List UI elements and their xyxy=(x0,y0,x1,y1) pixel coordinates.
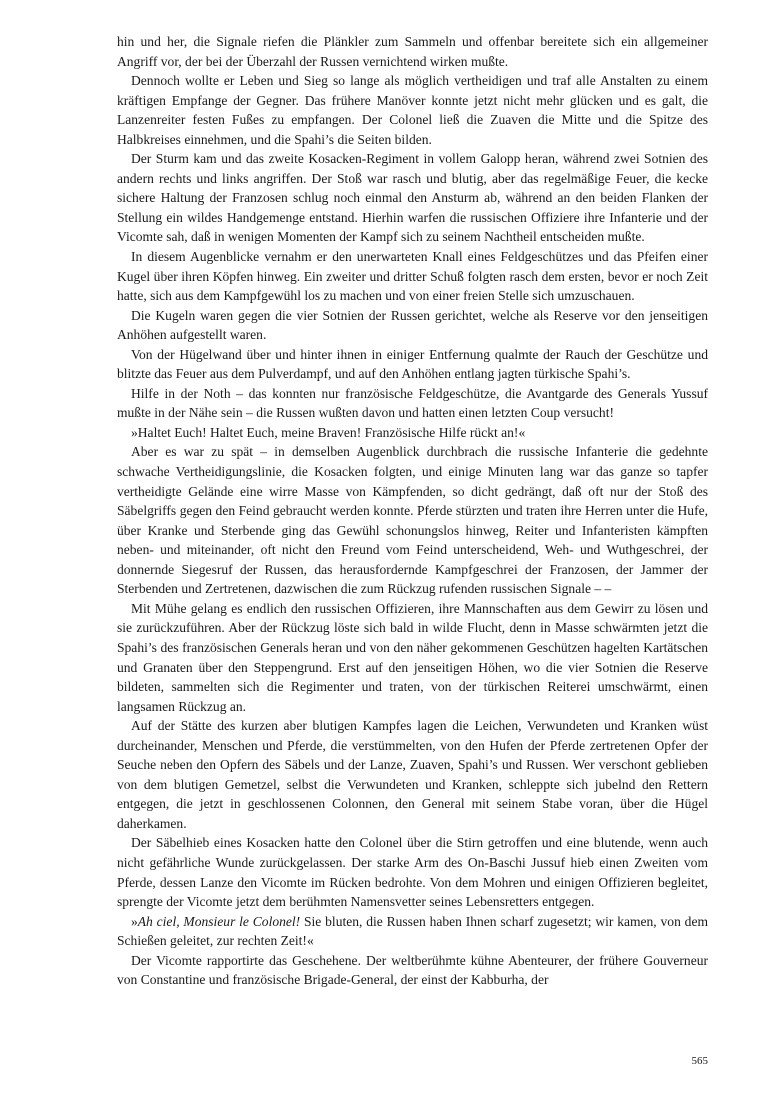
paragraph: Der Vicomte rapportirte das Geschehene. Der weltberühmte kühne Abenteurer, der frühere Gouverneur von Constantine und französische Brigade-General, der einst der Kabburha, der xyxy=(117,952,708,988)
paragraph: Der Sturm kam und das zweite Kosacken-Regiment in vollem Galopp heran, während zwei Sotnien des andern rechts und links angriffen. Der Stoß war rasch und blutig, aber das regelmäßige Feuer, die kecke sichere Haltung der Franzosen schlug noch einmal den Ansturm ab, während an den beiden Flanken der Stellung ein wildes Handgemenge entstand. Hierhin warfen die russischen Offiziere ihre Infanterie und der Vicomte sah, daß in wenigen Momenten der Kampf sich zu seinem Nachtheil entscheiden mußte. xyxy=(117,151,708,245)
quote-open: » xyxy=(131,913,138,929)
italic-phrase: Ah ciel, Monsieur le Colonel! xyxy=(137,913,301,929)
paragraph: Von der Hügelwand über und hinter ihnen in einiger Entfernung qualmte der Rauch der Geschütze und blitzte das Feuer aus dem Pulverdampf, und auf den Anhöhen entlang jagten türkische Spahi’s. xyxy=(117,346,708,382)
paragraph xyxy=(117,912,708,951)
paragraph: »Haltet Euch! Haltet Euch, meine Braven! Französische Hilfe rückt an!« xyxy=(131,424,526,440)
page-number: 565 xyxy=(691,1055,708,1067)
body-text xyxy=(117,32,708,990)
paragraph: Hilfe in der Noth – das konnten nur französische Feldgeschütze, die Avantgarde des Generals Yussuf mußte in der Nähe sein – die Russen wußten davon und hatten einen letzten Coup versucht! xyxy=(117,385,708,421)
paragraph: Die Kugeln waren gegen die vier Sotnien der Russen gerichtet, welche als Reserve vor den jenseitigen Anhöhen aufgestellt waren. xyxy=(117,307,708,343)
paragraph: hin und her, die Signale riefen die Plänkler zum Sammeln und offenbar bereitete sich ein allgemeiner Angriff vor, der bei der Überzahl der Russen vernichtend wirken mußte. xyxy=(117,34,708,69)
quote-rest: Sie bluten, die Russen haben Ihnen scharf zugesetzt; wir kamen, von dem Schießen geleitet, zur rechten Zeit!« xyxy=(117,913,708,949)
paragraph: Dennoch wollte er Leben und Sieg so lange als möglich vertheidigen und traf alle Anstalten zu einem kräftigen Empfange der Gegner. Das frühere Manöver konnte jetzt nicht mehr glücken und es galt, die Lanzenreiter festen Fußes zu empfangen. Der Colonel ließ die Zuaven die Mitte und die Spitze des Halbkreises einnehmen, und die Spahi’s die Seiten bilden. xyxy=(117,73,708,147)
paragraph: In diesem Augenblicke vernahm er den unerwarteten Knall eines Feldgeschützes und das Pfeifen einer Kugel über ihren Köpfen hinweg. Ein zweiter und dritter Schuß folgten rasch dem ersten, bevor er noch Zeit hatte, sich aus dem Kampfgewühl los zu machen und von einer freien Stelle sich umzuschauen. xyxy=(117,249,708,304)
paragraph: Der Säbelhieb eines Kosacken hatte den Colonel über die Stirn getroffen und eine blutende, wenn auch nicht gefährliche Wunde zurückgelassen. Der starke Arm des On-Baschi Jussuf hieb einen Zweiten vom Pferde, dessen Lanze den Vicomte im Rücken bedrohte. Von dem Mohren und einigen Offizieren begleitet, sprengte der Vicomte jetzt dem berühmten Namensvetter seines Lebensretters entgegen. xyxy=(117,835,708,910)
paragraph: Aber es war zu spät – in demselben Augenblick durchbrach die russische Infanterie die gedehnte schwache Vertheidigungslinie, die Kosacken folgten, und einige Minuten lang war das ganze so tapfer vertheidigte Gelände eine wirre Masse von Kämpfenden, so dicht gedrängt, daß oft nur der Stoß des Säbelgriffs gegen den Feind gebraucht werden konnte. Pferde stürzten und traten ihre Herren unter die Hufe, über Kranke und Sterbende ging das Gewühl schonungslos hinweg, Reiter und Infanteristen kämpften neben- und miteinander, oft nicht den Freund vom Feind unterscheidend, Weh- und Wuthgeschrei, der donnernde Siegesruf der Russen, das herausfordernde Kampfgeschrei der Franzosen, der Jammer der Sterbenden und Zertretenen, dazwischen die zum Rückzug rufenden russischen Signale – – xyxy=(117,444,708,597)
paragraph: Mit Mühe gelang es endlich den russischen Offizieren, ihre Mannschaften aus dem Gewirr zu lösen und sie zurückzuführen. Aber der Rückzug löste sich bald in wilde Flucht, denn in Masse schwärmten jetzt die Spahi’s des französischen Generals heran und von den näher gekommenen Geschützen hagelten Kartätschen und Granaten über den Steppengrund. Erst auf den jenseitigen Höhen, wo die vier Sotnien die Reserve bildeten, sammelten sich die Regimenter und traten, von der türkischen Reiterei umschwärmt, einen langsamen Rückzug an. xyxy=(117,600,708,714)
paragraph: Auf der Stätte des kurzen aber blutigen Kampfes lagen die Leichen, Verwundeten und Kranken wüst durcheinander, Menschen und Pferde, die verstümmelten, von den Hufen der Pferde zertretenen Opfer der Seuche neben den Opfern des Säbels und der Lanze, Zuaven, Spahi’s und Russen. Wer verschont geblieben von dem blutigen Gemetzel, selbst die Verwundeten und Kranken, schleppte sich jubelnd den Rettern entgegen, die jetzt in geschlossenen Colonnen, den General mit seinem Stabe voran, über die Hügel daherkamen. xyxy=(117,718,708,831)
